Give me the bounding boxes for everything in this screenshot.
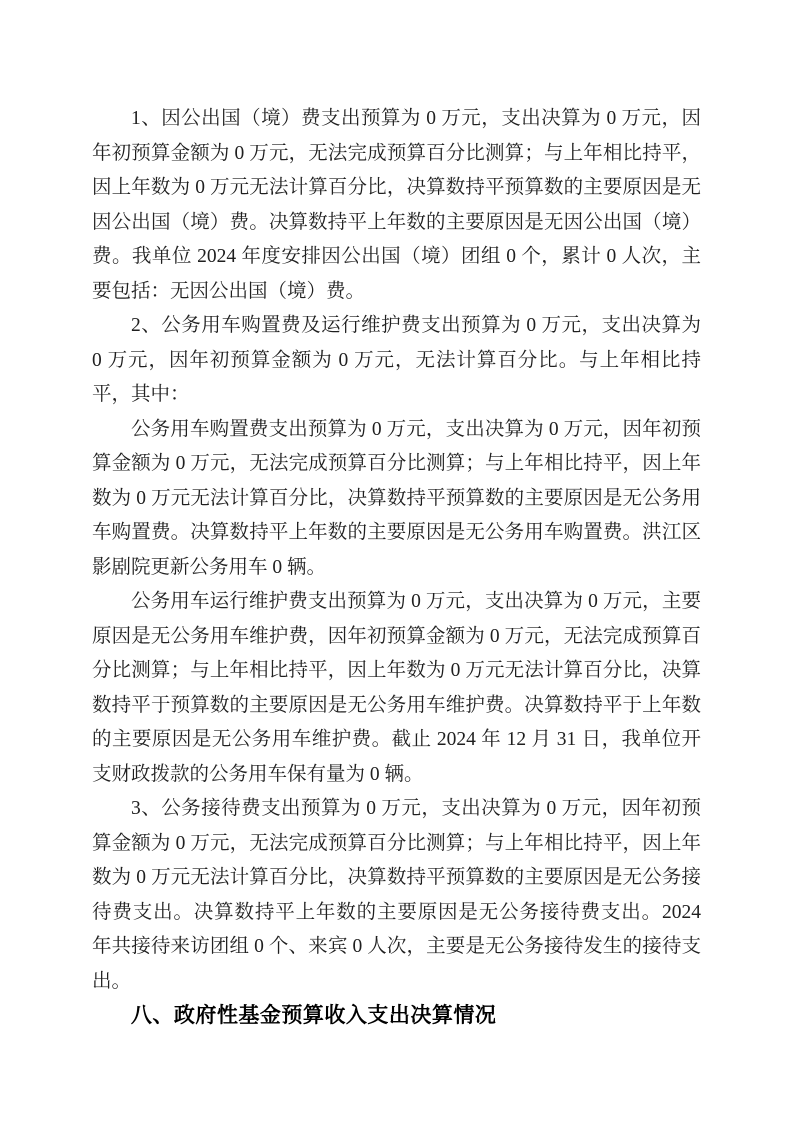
paragraph-official-reception-expense: 3、公务接待费支出预算为 0 万元，支出决算为 0 万元，因年初预算金额为 0 万元，无法完成预算百分比测算；与上年相比持平，因上年数为 0 万元无法计算百分比，决算数持平预算数的主要原因是无公务接待费支出。决算数持平上年数的主要原因是无公务接待费支出。2024 年共接待来访团组 0 个、来宾 0 人次，主要是无公务接待发生的接待支出。 [92, 798, 701, 992]
paragraph-overseas-travel-expense: 1、因公出国（境）费支出预算为 0 万元，支出决算为 0 万元，因年初预算金额为 0 万元，无法完成预算百分比测算；与上年相比持平，因上年数为 0 万元无法计算百分比，决算数持平预算数的主要原因是无因公出国（境）费。决算数持平上年数的主要原因是无因公出国（境）费。我单位 2024 年度安排因公出国（境）团组 0 个，累计 0 人次，主要包括：无因公出国（境）费。 [92, 108, 701, 302]
paragraph-vehicle-maintenance-expense: 公务用车运行维护费支出预算为 0 万元，支出决算为 0 万元，主要原因是无公务用车维护费，因年初预算金额为 0 万元，无法完成预算百分比测算；与上年相比持平，因上年数为 0 万元无法计算百分比，决算数持平于预算数的主要原因是无公务用车维护费。决算数持平于上年数的主要原因是无公务用车维护费。截止 2024 年 12 月 31 日，我单位开支财政拨款的公务用车保有量为 0 辆。 [92, 591, 701, 785]
section-heading-government-fund-budget: 八、政府性基金预算收入支出决算情况 [130, 1004, 497, 1027]
paragraph-official-vehicle-total: 2、公务用车购置费及运行维护费支出预算为 0 万元，支出决算为 0 万元，因年初预算金额为 0 万元，无法计算百分比。与上年相比持平，其中： [92, 315, 701, 405]
paragraph-vehicle-purchase-expense: 公务用车购置费支出预算为 0 万元，支出决算为 0 万元，因年初预算金额为 0 万元，无法完成预算百分比测算；与上年相比持平，因上年数为 0 万元无法计算百分比，决算数持平预算数的主要原因是无公务用车购置费。决算数持平上年数的主要原因是无公务用车购置费。洪江区影剧院更新公务用车 0 辆。 [92, 418, 701, 578]
